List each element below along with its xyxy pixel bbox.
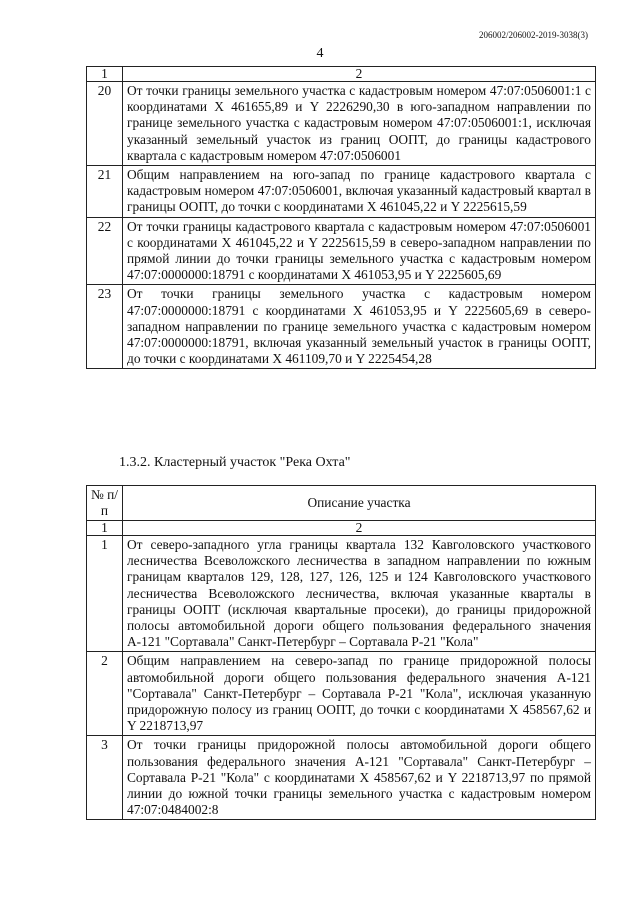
row-description: От точки границы придорожной полосы автомобильной дороги общего пользования федерального значения А-121 "Сортавала" Санкт-Петербург – Сортавала Р-21 "Кола" с координатами X 458567,62 и Y 2218713,97 по прямой линии до южной точки границы земельного участка с кадастровым номером 47:07:0484002:8 xyxy=(123,736,596,820)
column-description-header: 2 xyxy=(123,67,596,82)
row-description: Общим направлением на северо-запад по границе придорожной полосы автомобильной дороги общего пользования федерального значения А-121 "Сортавала" Санкт-Петербург – Сортавала Р-21 "Кола", исключая указанную придорожную полосу из границ ООПТ, до точки с координатами X 458567,62 и Y 2218713,97 xyxy=(123,652,596,736)
row-description: От точки границы земельного участка с кадастровым номером 47:07:0506001:1 с координатами X 461655,89 и Y 2226290,30 в юго-западном направлении по границе земельного участка с кадастровым номером 47:07:0506001:1, исключая указанный земельный участок из границ ООПТ, до границы кадастрового квартала с кадастровым номером 47:07:0506001 xyxy=(123,82,596,166)
row-number: 1 xyxy=(87,536,123,652)
row-number: 2 xyxy=(87,652,123,736)
table-row xyxy=(87,536,596,652)
table-row xyxy=(87,166,596,218)
table-row xyxy=(87,736,596,820)
column-number-header: 1 xyxy=(87,67,123,82)
column-number-header: 1 xyxy=(87,521,123,536)
cluster-area-table xyxy=(86,485,596,820)
row-number: 20 xyxy=(87,82,123,166)
column-description-header: 2 xyxy=(123,521,596,536)
table-column-titles xyxy=(87,486,596,521)
table-row xyxy=(87,217,596,285)
column-number-title: № п/п xyxy=(87,486,123,521)
row-number: 22 xyxy=(87,217,123,285)
row-description: Общим направлением на юго-запад по границе кадастрового квартала с кадастровым номером 47:07:0506001, включая указанный кадастровый квартал в границы ООПТ, до точки с координатами X 461045,22 и Y 2225615,59 xyxy=(123,166,596,218)
document-id: 206002/206002-2019-3038(3) xyxy=(479,30,588,40)
row-description: От точки границы земельного участка с кадастровым номером 47:07:0000000:18791 с координатами X 461053,95 и Y 2225605,69 в северо-западном направлении по границе земельного участка с кадастровым номером 47:07:0000000:18791, включая указанный земельный участок в границы ООПТ, до точки с координатами X 461109,70 и Y 2225454,28 xyxy=(123,285,596,369)
table-row xyxy=(87,652,596,736)
table-header-row xyxy=(87,67,596,82)
boundary-table-continued xyxy=(86,66,596,369)
row-number: 3 xyxy=(87,736,123,820)
row-description: От точки границы кадастрового квартала с кадастровым номером 47:07:0506001 с координатами X 461045,22 и Y 2225615,59 в северо-западном направлении по прямой линии до точки границы земельного участка с кадастровым номером 47:07:0000000:18791 с координатами X 461053,95 и Y 2225605,69 xyxy=(123,217,596,285)
table-header-row xyxy=(87,521,596,536)
column-description-title: Описание участка xyxy=(123,486,596,521)
table-row xyxy=(87,82,596,166)
row-number: 23 xyxy=(87,285,123,369)
row-number: 21 xyxy=(87,166,123,218)
row-description: От северо-западного угла границы квартала 132 Кавголовского участкового лесничества Всеволожского лесничества в западном направлении по южным границам кварталов 129, 128, 127, 126, 125 и 124 Кавголовского участкового лесничества Всеволожского лесничества, включая указанные кварталы в границы ООПТ (исключая квартальные просеки), до границы придорожной полосы автомобильной дороги общего пользования федерального значения А-121 "Сортавала" Санкт-Петербург – Сортавала Р-21 "Кола" xyxy=(123,536,596,652)
page-number: 4 xyxy=(316,46,324,61)
table-row xyxy=(87,285,596,369)
section-title: 1.3.2. Кластерный участок "Река Охта" xyxy=(119,455,351,470)
